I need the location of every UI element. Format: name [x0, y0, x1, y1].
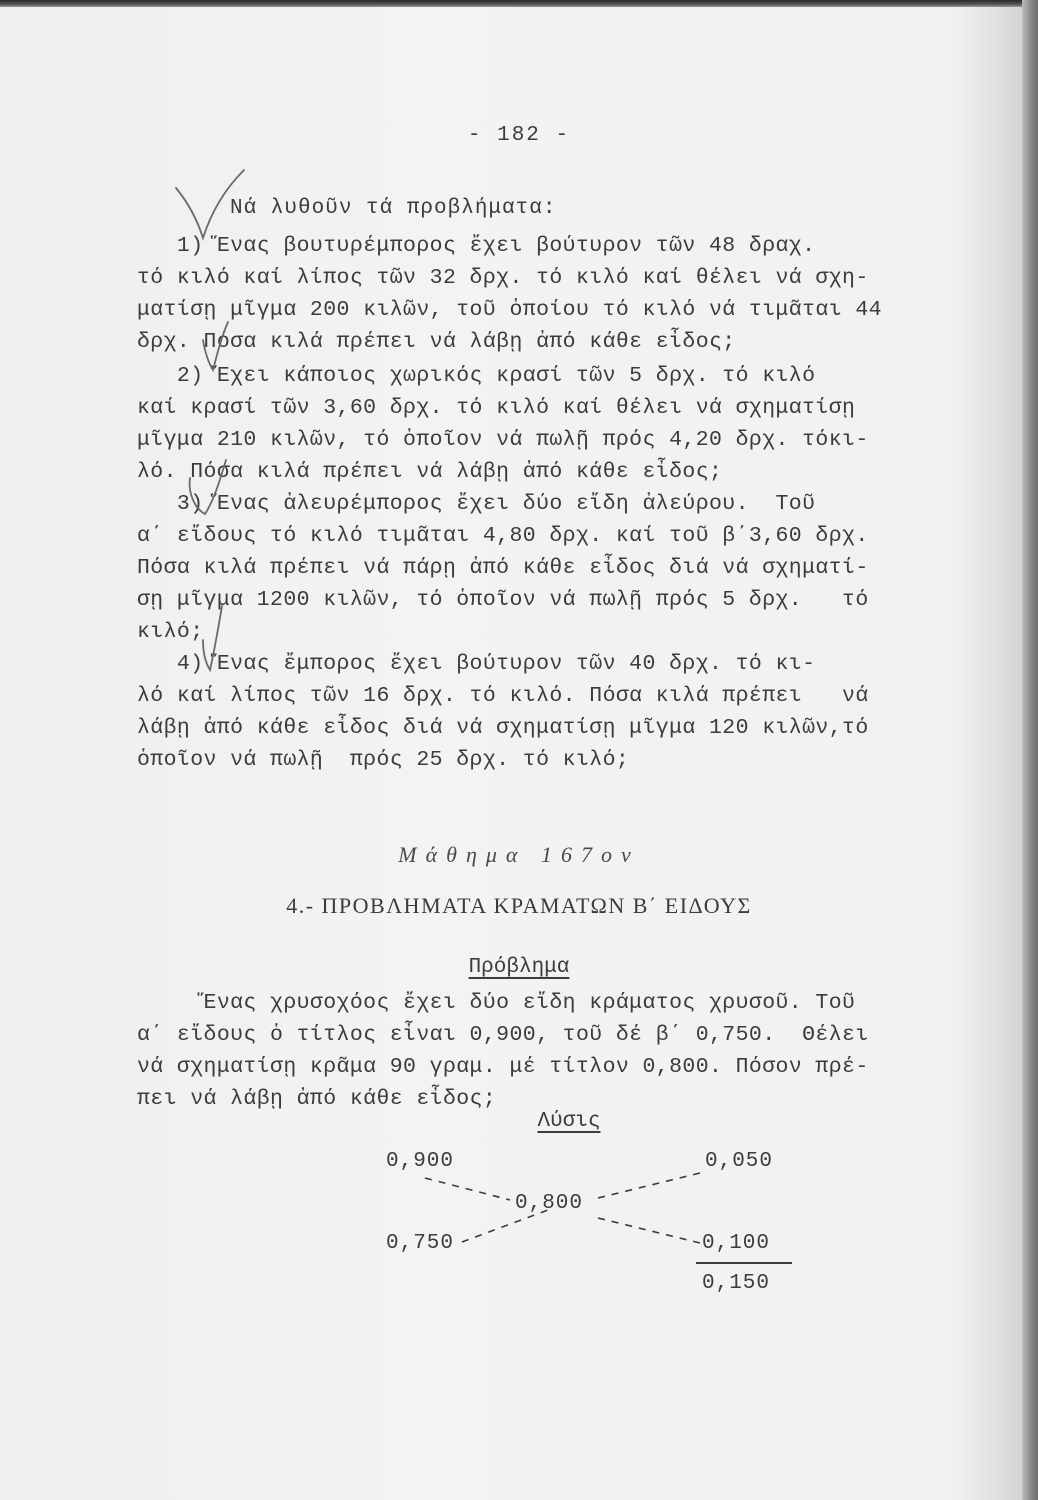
problem-line: 1) Ἕνας βουτυρέμπορος ἔχει βούτυρον τῶν 48 δραχ.	[137, 234, 816, 258]
lesson-problem	[137, 987, 1017, 1115]
problem-line: ματίσῃ μῖγμα 200 κιλῶν, τοῦ ὁποίου τό κιλό νά τιμᾶται 44	[137, 298, 882, 322]
solution-total-value: 0,150	[702, 1272, 771, 1295]
problem-2	[137, 360, 1017, 488]
problem-heading	[0, 956, 1038, 979]
problem-line: α΄ εἴδους ὁ τίτλος εἶναι 0,900, τοῦ δέ β΄ 0,750. Θέλει	[137, 1023, 869, 1047]
problem-line: α΄ εἴδους τό κιλό τιμᾶται 4,80 δρχ. καί τοῦ β΄3,60 δρχ.	[137, 524, 869, 548]
problem-line: νά σχηματίσῃ κρᾶμα 90 γραμ. μέ τίτλον 0,800. Πόσον πρέ-	[137, 1055, 869, 1079]
problem-line: ὁποῖον νά πωλῇ πρός 25 δρχ. τό κιλό;	[137, 748, 630, 772]
exercise-instruction: Νά λυθοῦν τά προβλήματα:	[230, 197, 557, 220]
solution-heading-text: Λύσις	[537, 1110, 601, 1133]
problem-heading-text: Πρόβλημα	[468, 956, 570, 979]
problem-line: λάβῃ ἀπό κάθε εἶδος διά νά σχηματίσῃ μῖγμα 120 κιλῶν,τό	[137, 716, 869, 740]
problem-line: Πόσα κιλά πρέπει νά πάρῃ ἀπό κάθε εἶδος διά νά σχηματί-	[137, 556, 869, 580]
section-title: 4.- ΠΡΟΒΛΗΜΑΤΑ ΚΡΑΜΑΤΩΝ Β΄ ΕΙΔΟΥΣ	[286, 893, 752, 918]
lesson-title: Μάθημα 167ον	[398, 842, 640, 867]
problem-line: τό κιλό καί λίπος τῶν 32 δρχ. τό κιλό καί θέλει νά σχη-	[137, 266, 869, 290]
scan-top-edge	[0, 0, 1038, 7]
solution-heading	[50, 1110, 1038, 1133]
problem-line: σῃ μῖγμα 1200 κιλῶν, τό ὁποῖον νά πωλῇ πρός 5 δρχ. τό	[137, 588, 869, 612]
problem-line: λό. Πόσα κιλά πρέπει νά λάβῃ ἀπό κάθε εἶδος;	[137, 460, 723, 484]
solution-top-right-value: 0,050	[705, 1150, 774, 1173]
problem-1	[137, 230, 1017, 358]
problem-3	[137, 488, 1017, 648]
solution-bottom-left-value: 0,750	[386, 1232, 455, 1255]
solution-center-value: 0,800	[515, 1192, 584, 1215]
problem-line: πει νά λάβῃ ἀπό κάθε εἶδος;	[137, 1087, 497, 1111]
problem-4	[137, 648, 1017, 776]
problem-line: 2) Ἔχει κάποιος χωρικός κρασί τῶν 5 δρχ. τό κιλό	[137, 364, 816, 388]
problem-line: κιλό;	[137, 620, 204, 644]
problem-line: μῖγμα 210 κιλῶν, τό ὁποῖον νά πωλῇ πρός 4,20 δρχ. τόκι-	[137, 428, 869, 452]
problem-line: καί κρασί τῶν 3,60 δρχ. τό κιλό καί θέλει νά σχηματίσῃ	[137, 396, 856, 420]
problem-line: 3) Ἕνας ἀλευρέμπορος ἔχει δύο εἴδη ἀλεύρου. Τοῦ	[137, 492, 816, 516]
page-number: - 182 -	[467, 124, 571, 147]
problem-line: Ἕνας χρυσοχόος ἔχει δύο εἴδη κράματος χρυσοῦ. Τοῦ	[137, 991, 856, 1015]
scan-right-edge	[1022, 0, 1038, 1500]
solution-top-left-value: 0,900	[386, 1150, 455, 1173]
problem-line: λό καί λίπος τῶν 16 δρχ. τό κιλό. Πόσα κιλά πρέπει νά	[137, 684, 869, 708]
problem-line: δρχ. Πόσα κιλά πρέπει νά λάβῃ ἀπό κάθε εἶδος;	[137, 330, 736, 354]
problem-line: 4) Ἕνας ἔμπορος ἔχει βούτυρον τῶν 40 δρχ. τό κι-	[137, 652, 816, 676]
solution-bottom-right-value: 0,100	[702, 1232, 771, 1255]
